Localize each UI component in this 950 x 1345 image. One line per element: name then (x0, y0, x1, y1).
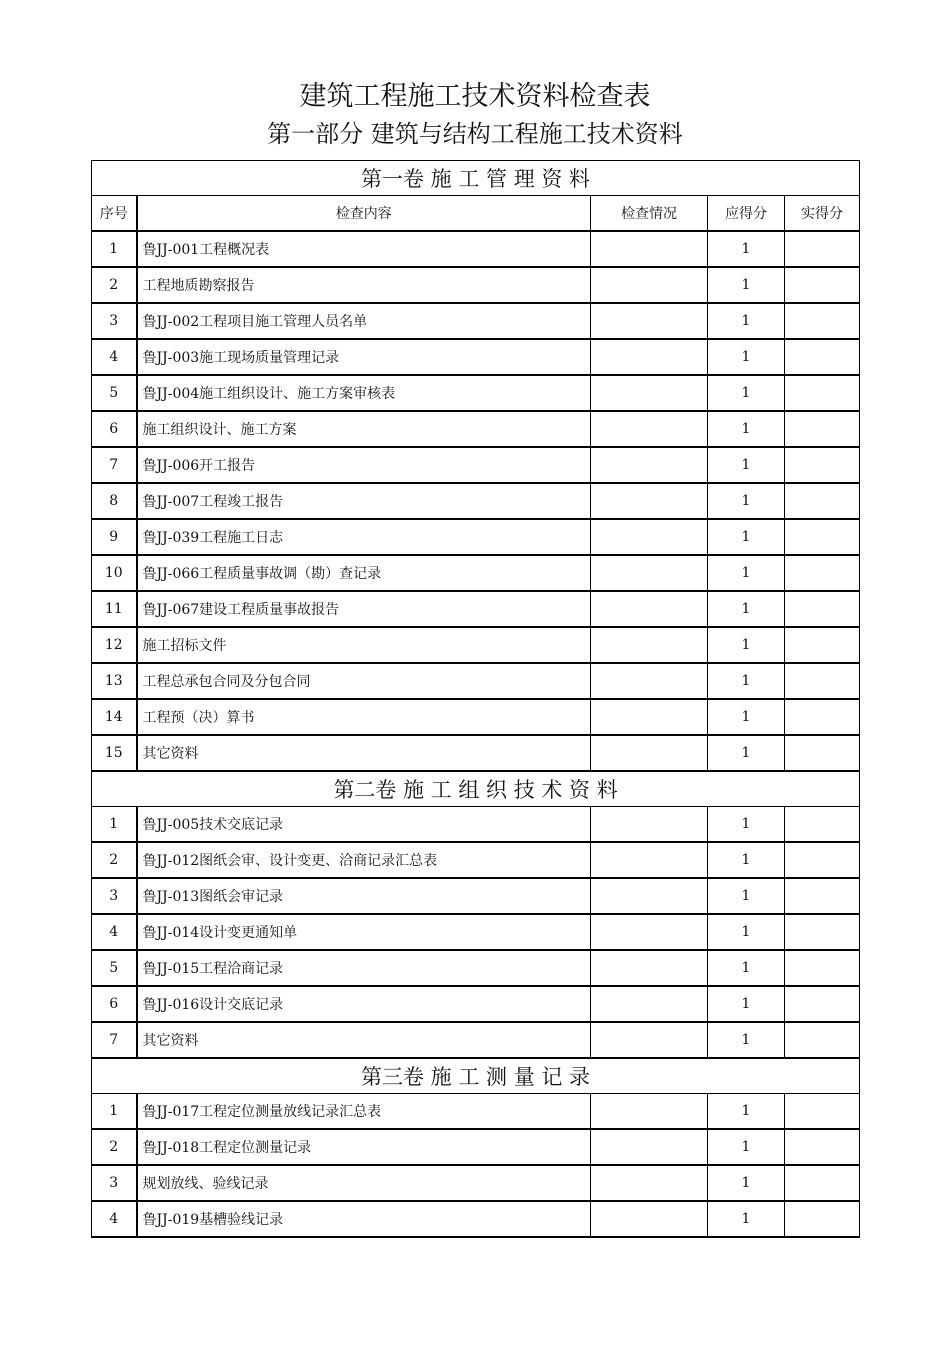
row-score-actual-cell[interactable] (785, 1129, 860, 1165)
table-row (92, 1129, 860, 1165)
table-row (92, 591, 860, 627)
row-score-due: 1 (708, 411, 785, 447)
row-seq: 6 (92, 411, 137, 447)
row-content: 施工招标文件 (137, 627, 591, 663)
row-score-actual-cell[interactable] (785, 267, 860, 303)
row-seq: 2 (92, 842, 137, 878)
row-check-cell[interactable] (591, 807, 708, 843)
row-score-due: 1 (708, 375, 785, 411)
row-score-due: 1 (708, 914, 785, 950)
row-seq: 7 (92, 447, 137, 483)
row-seq: 14 (92, 699, 137, 735)
checklist-table (91, 160, 860, 1238)
row-content: 鲁JJ-015工程洽商记录 (137, 950, 591, 986)
row-check-cell[interactable] (591, 663, 708, 699)
table-row (92, 519, 860, 555)
row-content: 其它资料 (137, 735, 591, 771)
row-score-actual-cell[interactable] (785, 555, 860, 591)
row-score-due: 1 (708, 1129, 785, 1165)
row-content: 鲁JJ-005技术交底记录 (137, 807, 591, 843)
table-row (92, 1165, 860, 1201)
row-content: 规划放线、验线记录 (137, 1165, 591, 1201)
row-seq: 13 (92, 663, 137, 699)
table-row (92, 375, 860, 411)
row-seq: 7 (92, 1022, 137, 1058)
row-score-actual-cell[interactable] (785, 986, 860, 1022)
row-check-cell[interactable] (591, 1201, 708, 1237)
row-score-actual-cell[interactable] (785, 483, 860, 519)
row-score-due: 1 (708, 1201, 785, 1237)
header-check: 检查情况 (591, 196, 708, 232)
row-content: 工程总承包合同及分包合同 (137, 663, 591, 699)
table-row (92, 339, 860, 375)
row-content: 施工组织设计、施工方案 (137, 411, 591, 447)
table-row (92, 627, 860, 663)
row-score-due: 1 (708, 1165, 785, 1201)
row-seq: 10 (92, 555, 137, 591)
row-seq: 4 (92, 1201, 137, 1237)
volume-header-row (92, 1058, 860, 1094)
row-check-cell[interactable] (591, 555, 708, 591)
row-content: 工程地质勘察报告 (137, 267, 591, 303)
row-score-due: 1 (708, 555, 785, 591)
document-subtitle: 第一部分 建筑与结构工程施工技术资料 (267, 120, 683, 148)
table-row (92, 986, 860, 1022)
table-row (92, 914, 860, 950)
row-check-cell[interactable] (591, 447, 708, 483)
row-content: 鲁JJ-001工程概况表 (137, 231, 591, 267)
column-header-row (92, 196, 860, 232)
row-content: 其它资料 (137, 1022, 591, 1058)
table-row (92, 1094, 860, 1130)
table-row (92, 950, 860, 986)
row-score-actual-cell[interactable] (785, 447, 860, 483)
row-check-cell[interactable] (591, 627, 708, 663)
row-score-due: 1 (708, 339, 785, 375)
row-score-due: 1 (708, 303, 785, 339)
row-seq: 9 (92, 519, 137, 555)
row-seq: 11 (92, 591, 137, 627)
row-check-cell[interactable] (591, 699, 708, 735)
row-score-due: 1 (708, 878, 785, 914)
row-content: 鲁JJ-018工程定位测量记录 (137, 1129, 591, 1165)
table-row (92, 842, 860, 878)
row-check-cell[interactable] (591, 375, 708, 411)
row-score-due: 1 (708, 1022, 785, 1058)
row-score-actual-cell[interactable] (785, 663, 860, 699)
row-content: 鲁JJ-017工程定位测量放线记录汇总表 (137, 1094, 591, 1130)
row-score-due: 1 (708, 807, 785, 843)
row-content: 鲁JJ-013图纸会审记录 (137, 878, 591, 914)
row-score-due: 1 (708, 663, 785, 699)
row-score-due: 1 (708, 986, 785, 1022)
row-seq: 2 (92, 1129, 137, 1165)
row-content: 鲁JJ-007工程竣工报告 (137, 483, 591, 519)
row-content: 鲁JJ-019基槽验线记录 (137, 1201, 591, 1237)
row-check-cell[interactable] (591, 1094, 708, 1130)
header-content: 检查内容 (137, 196, 591, 232)
row-content: 鲁JJ-002工程项目施工管理人员名单 (137, 303, 591, 339)
row-content: 鲁JJ-003施工现场质量管理记录 (137, 339, 591, 375)
row-score-actual-cell[interactable] (785, 1094, 860, 1130)
row-content: 鲁JJ-012图纸会审、设计变更、洽商记录汇总表 (137, 842, 591, 878)
table-row (92, 231, 860, 267)
volume-title: 第三卷 施 工 测 量 记 录 (92, 1058, 860, 1094)
row-seq: 3 (92, 878, 137, 914)
row-seq: 1 (92, 231, 137, 267)
row-check-cell[interactable] (591, 986, 708, 1022)
row-score-actual-cell[interactable] (785, 375, 860, 411)
row-score-actual-cell[interactable] (785, 842, 860, 878)
row-check-cell[interactable] (591, 303, 708, 339)
row-score-actual-cell[interactable] (785, 1022, 860, 1058)
row-check-cell[interactable] (591, 591, 708, 627)
table-row (92, 878, 860, 914)
row-score-actual-cell[interactable] (785, 303, 860, 339)
row-content: 鲁JJ-014设计变更通知单 (137, 914, 591, 950)
row-score-due: 1 (708, 519, 785, 555)
row-score-due: 1 (708, 231, 785, 267)
row-score-due: 1 (708, 699, 785, 735)
table-row (92, 735, 860, 771)
row-content: 鲁JJ-039工程施工日志 (137, 519, 591, 555)
row-check-cell[interactable] (591, 1022, 708, 1058)
row-seq: 4 (92, 914, 137, 950)
row-seq: 4 (92, 339, 137, 375)
header-score-due: 应得分 (708, 196, 785, 232)
row-score-due: 1 (708, 483, 785, 519)
row-score-actual-cell[interactable] (785, 1201, 860, 1237)
row-seq: 12 (92, 627, 137, 663)
table-row (92, 411, 860, 447)
row-content: 鲁JJ-067建设工程质量事故报告 (137, 591, 591, 627)
row-check-cell[interactable] (591, 914, 708, 950)
row-check-cell[interactable] (591, 842, 708, 878)
table-row (92, 447, 860, 483)
row-score-due: 1 (708, 627, 785, 663)
table-row (92, 267, 860, 303)
row-score-actual-cell[interactable] (785, 627, 860, 663)
row-score-due: 1 (708, 447, 785, 483)
row-score-due: 1 (708, 1094, 785, 1130)
table-row (92, 807, 860, 843)
row-score-actual-cell[interactable] (785, 1165, 860, 1201)
row-check-cell[interactable] (591, 519, 708, 555)
row-seq: 2 (92, 267, 137, 303)
table-row (92, 483, 860, 519)
row-score-due: 1 (708, 267, 785, 303)
row-check-cell[interactable] (591, 411, 708, 447)
row-score-due: 1 (708, 842, 785, 878)
row-seq: 3 (92, 1165, 137, 1201)
row-score-due: 1 (708, 591, 785, 627)
row-check-cell[interactable] (591, 339, 708, 375)
row-check-cell[interactable] (591, 1165, 708, 1201)
row-score-actual-cell[interactable] (785, 519, 860, 555)
row-score-actual-cell[interactable] (785, 914, 860, 950)
row-score-actual-cell[interactable] (785, 231, 860, 267)
table-row (92, 699, 860, 735)
header-score-actual: 实得分 (785, 196, 860, 232)
document-title: 建筑工程施工技术资料检查表 (299, 81, 651, 112)
row-seq: 15 (92, 735, 137, 771)
row-check-cell[interactable] (591, 231, 708, 267)
table-row (92, 1022, 860, 1058)
row-seq: 1 (92, 1094, 137, 1130)
row-check-cell[interactable] (591, 950, 708, 986)
row-score-actual-cell[interactable] (785, 699, 860, 735)
volume-title: 第一卷 施 工 管 理 资 料 (92, 161, 860, 196)
row-score-due: 1 (708, 735, 785, 771)
row-check-cell[interactable] (591, 735, 708, 771)
row-content: 鲁JJ-016设计交底记录 (137, 986, 591, 1022)
row-content: 鲁JJ-066工程质量事故调（勘）查记录 (137, 555, 591, 591)
row-score-actual-cell[interactable] (785, 735, 860, 771)
row-seq: 6 (92, 986, 137, 1022)
row-check-cell[interactable] (591, 483, 708, 519)
row-score-actual-cell[interactable] (785, 878, 860, 914)
row-content: 工程预（决）算书 (137, 699, 591, 735)
row-check-cell[interactable] (591, 267, 708, 303)
row-seq: 8 (92, 483, 137, 519)
row-score-actual-cell[interactable] (785, 950, 860, 986)
header-seq: 序号 (92, 196, 137, 232)
table-row (92, 1201, 860, 1237)
volume-header-row (92, 161, 860, 196)
row-score-actual-cell[interactable] (785, 411, 860, 447)
volume-header-row (92, 771, 860, 807)
table-row (92, 303, 860, 339)
row-seq: 1 (92, 807, 137, 843)
row-check-cell[interactable] (591, 1129, 708, 1165)
row-score-actual-cell[interactable] (785, 591, 860, 627)
row-seq: 3 (92, 303, 137, 339)
row-score-actual-cell[interactable] (785, 339, 860, 375)
row-content: 鲁JJ-004施工组织设计、施工方案审核表 (137, 375, 591, 411)
row-seq: 5 (92, 375, 137, 411)
table-row (92, 555, 860, 591)
row-score-actual-cell[interactable] (785, 807, 860, 843)
table-row (92, 663, 860, 699)
row-check-cell[interactable] (591, 878, 708, 914)
row-seq: 5 (92, 950, 137, 986)
volume-title: 第二卷 施 工 组 织 技 术 资 料 (92, 771, 860, 807)
row-score-due: 1 (708, 950, 785, 986)
row-content: 鲁JJ-006开工报告 (137, 447, 591, 483)
